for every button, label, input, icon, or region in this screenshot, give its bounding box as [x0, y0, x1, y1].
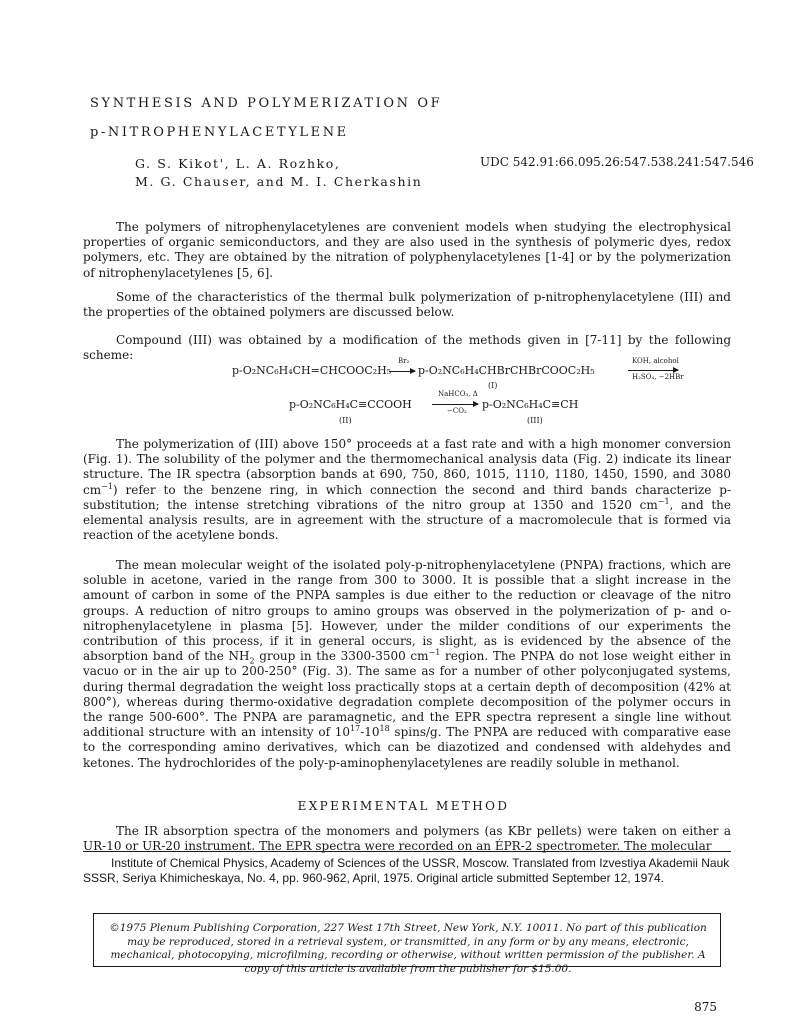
author-line-1: G. S. Kikot', L. A. Rozhko,	[135, 156, 341, 171]
paragraph-text: The polymers of nitrophenylacetylenes are convenient models when studying the electrophysical properties of organic semiconductors, and they are also used in the synthesis of polymeric dyes, redox polymers, etc. They are obtained by the nitration of polyphenylacetylenes [1-4] or by the polymerization of nitrophenylacetylenes [5, 6].	[83, 220, 731, 280]
scheme-reagent-bicarbonate: NaHCO₃, Δ	[438, 390, 478, 398]
scheme-reagent-koh: KOH, alcohol	[632, 357, 679, 365]
footnote-divider	[83, 851, 731, 852]
superscript: −1	[101, 481, 113, 491]
scheme-product: p-O₂NC₆H₄C≡CH	[482, 398, 579, 411]
scheme-reagent-acid: H₂SO₄, −2HBr	[632, 373, 684, 381]
paragraph-text	[83, 558, 731, 771]
paragraph-polymerization	[83, 437, 731, 543]
scheme-intermediate-2: p-O₂NC₆H₄C≡CCOOH	[289, 398, 412, 411]
text-run: group in the 3300-3500 cm	[254, 649, 429, 664]
footnote	[83, 856, 738, 885]
text-run: The mean molecular weight of the isolated poly-p-nitrophenylacetylene (PNPA) fractions, which are soluble in acetone, varied in the range from 300 to 3000. It is possible that a slight increase in the amount of carbon in some of the PNPA samples is due either to the reduction or cleavage of the nitro groups. A reduction of nitro groups to amino groups was observed in the polymerization of p- and o-nitrophenylacetylene in plasma [5]. However, under the milder conditions of our experiments the contribution of this process, if it in general occurs, is slight, as is evidenced by the absence of the absorption band of the NH	[83, 558, 731, 664]
text-run: -10	[360, 725, 380, 740]
article-title-line-1: SYNTHESIS AND POLYMERIZATION OF	[90, 96, 443, 111]
footnote-text: Institute of Chemical Physics, Academy of Sciences of the USSR, Moscow. Translated from Izvestiya Akademii Nauk SSSR, Seriya Khimicheskaya, No. 4, pp. 960-962, April, 1975. Original article submitted September 12, 1974.	[83, 856, 730, 885]
superscript: 18	[379, 724, 390, 734]
paragraph-text: Some of the characteristics of the thermal bulk polymerization of p-nitrophenylacetylene (III) and the properties of the obtained polymers are discussed below.	[83, 290, 731, 320]
udc-code: UDC 542.91:66.095.26:547.538.241:547.546	[480, 155, 754, 169]
scheme-reagent-decarboxylation: −CO₂	[447, 407, 467, 415]
superscript: −1	[428, 648, 441, 658]
text-run: ) refer to the benzene ring, in which connection the second and third bands characterize p-substitution; the intense stretching vibrations of the nitro group at 1350 and 1520 cm	[83, 482, 731, 512]
text-run: The polymerization of (III) above 150° proceeds at a fast rate and with a high monomer conversion (Fig. 1). The solubility of the polymer and the thermomechanical analysis data (Fig. 2) indicate its linear structure. The IR spectra (absorption bands at 690, 750, 860, 1015, 1110, 1180, 1450, 1590, and 3080 cm	[83, 437, 731, 497]
compound-label-2: (II)	[339, 416, 352, 425]
text-run: , and the elemental analysis results, are in agreement with the structure of a macromolecule that is formed via reaction of the acetylene bonds.	[83, 497, 731, 543]
subscript: 2	[249, 656, 255, 666]
paragraph-text	[83, 437, 731, 543]
reaction-arrow	[389, 371, 415, 372]
reaction-arrow	[628, 370, 678, 371]
paragraph-text: The IR absorption spectra of the monomers and polymers (as KBr pellets) were taken on either a UR-10 or UR-20 instrument. The EPR spectra were recorded on an ÉPR-2 spectrometer. The molecular	[83, 824, 731, 854]
text-run: spins/g. The PNPA are reduced with comparative ease to the corresponding amino derivatives, which can be diazotized and condensed with aldehydes and ketones. The hydrochlorides of the poly-p-aminophenylacetylenes are readily soluble in methanol.	[83, 725, 731, 770]
article-title-line-2: p-NITROPHENYLACETYLENE	[90, 125, 349, 140]
superscript: −1	[657, 496, 670, 506]
copyright-notice: ©1975 Plenum Publishing Corporation, 227 West 17th Street, New York, N.Y. 10011. No part of this publication may be reproduced, stored in a retrieval system, or transmitted, in any form or by any means, electronic, mechanical, photocopying, microfilming, recording or otherwise, without written permission of the publisher. A copy of this article is available from the publisher for $15.00.	[93, 913, 721, 967]
compound-label-3: (III)	[527, 416, 543, 425]
author-line-2: M. G. Chauser, and M. I. Cherkashin	[135, 174, 423, 189]
superscript: 17	[350, 724, 361, 734]
paragraph-text: Compound (III) was obtained by a modification of the methods given in [7-11] by the following scheme:	[83, 333, 731, 363]
paragraph-experimental	[83, 824, 731, 854]
scheme-start-compound: p-O₂NC₆H₄CH=CHCOOC₂H₅	[232, 364, 392, 377]
reaction-arrow	[432, 404, 478, 405]
section-heading: EXPERIMENTAL METHOD	[297, 799, 510, 813]
text-run: region. The PNPA do not lose weight either in vacuo or in the air up to 200-250° (Fig. 3). The same as for a number of other polyconjugated systems, during thermal degradation the weight loss practically stops at a certain depth of decomposition (42% at 800°), whereas during thermo-oxidative degradation complete decomposition of the polymer occurs in the range 500-600°. The PNPA are paramagnetic, and the EPR spectra represent a single line without additional structure with an intensity of 10	[83, 649, 731, 740]
scheme-intermediate-1: p-O₂NC₆H₄CHBrCHBrCOOC₂H₅	[418, 364, 595, 377]
scheme-reagent-bromine: Br₂	[398, 357, 410, 365]
page-number: 875	[694, 1000, 717, 1014]
compound-label-1: (I)	[488, 381, 498, 390]
paragraph-molecular-weight	[83, 558, 731, 771]
